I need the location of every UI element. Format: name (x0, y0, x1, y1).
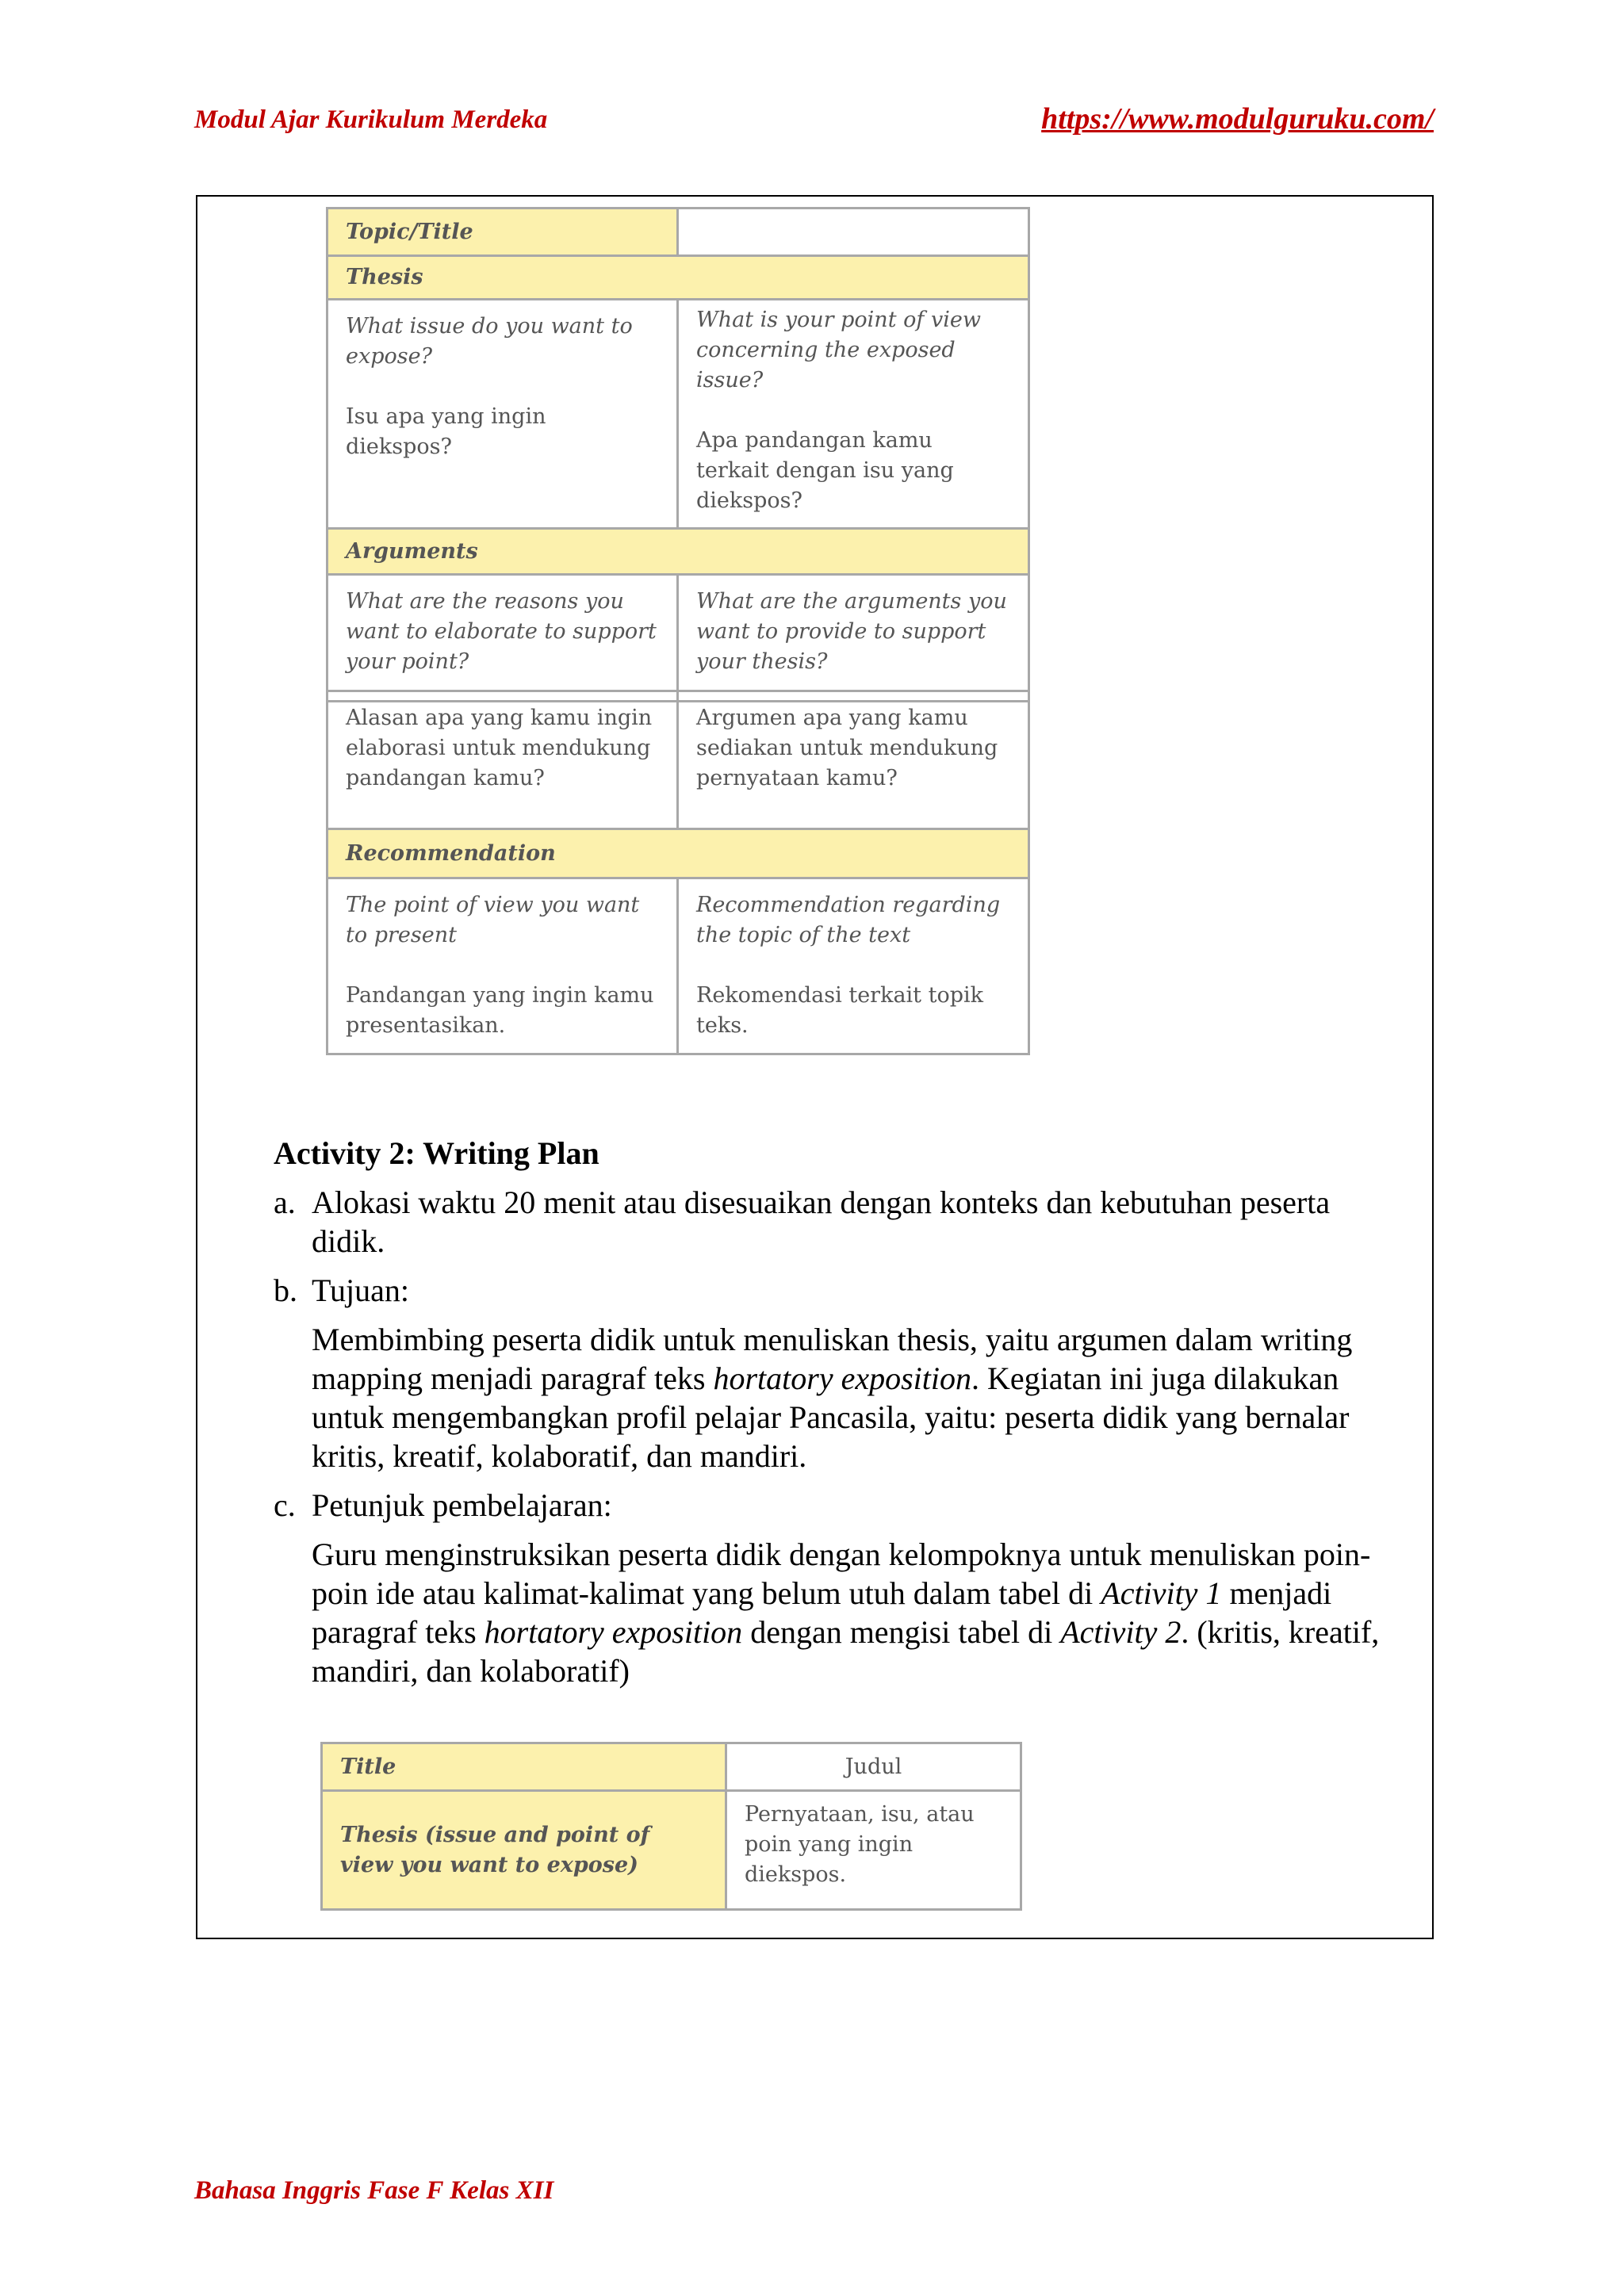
writing-plan-table (320, 1742, 1022, 1911)
arguments-provide-question-en: What are the arguments you want to provide to support your thesis? (678, 575, 1029, 702)
thesis-label: Thesis (327, 256, 1029, 300)
title-value: Judul (726, 1743, 1021, 1791)
thesis-pov-question-id: Apa pandangan kamu terkait dengan isu yang diekspos? (696, 428, 954, 513)
thesis-issue-label: Thesis (issue and point of view you want to expose) (322, 1791, 726, 1910)
thesis-pov-cell (678, 300, 1029, 529)
hortatory-exposition-term: hortatory exposition (713, 1360, 972, 1396)
time-allocation-text: Alokasi waktu 20 menit atau disesuaikan dengan konteks dan kebutuhan peserta didik. (312, 1184, 1331, 1259)
arguments-reasons-question-id: Alasan apa yang kamu ingin elaborasi untuk mendukung pandangan kamu? (327, 691, 678, 829)
arguments-recommendation-table (326, 690, 1030, 1055)
list-item-c (274, 1486, 1384, 1525)
list-marker-b: b. (274, 1272, 297, 1308)
recommendation-pov-question-id: Pandangan yang ingin kamu presentasikan. (346, 983, 654, 1038)
topic-title-cell (678, 209, 1029, 256)
arguments-reasons-question-en: What are the reasons you want to elaborate to support your point? (327, 575, 678, 702)
arguments-provide-question-id: Argumen apa yang kamu sediakan untuk mendukung pernyataan kamu? (678, 691, 1029, 829)
thesis-issue-question-id: Isu apa yang ingin diekspos? (346, 404, 546, 459)
recommendation-label: Recommendation (327, 829, 1029, 878)
recommendation-topic-cell (678, 878, 1029, 1054)
thesis-issue-question-en: What issue do you want to expose? (346, 314, 633, 369)
instructions-heading: Petunjuk pembelajaran: (312, 1487, 612, 1523)
list-marker-c: c. (274, 1487, 296, 1523)
recommendation-pov-question-en: The point of view you want to present (346, 893, 640, 947)
list-item-b (274, 1271, 1384, 1310)
list-item-a (274, 1183, 1384, 1261)
recommendation-pov-cell (327, 878, 678, 1054)
objective-heading: Tujuan: (312, 1272, 410, 1308)
footer-course-label: Bahasa Inggris Fase F Kelas XII (194, 2176, 554, 2205)
title-label: Title (322, 1743, 726, 1791)
instructions-paragraph: Guru menginstruksikan peserta didik dengan kelompoknya untuk menuliskan poin-poin ide atau kalimat-kalimat yang belum utuh dalam tabel di Activity 1 menjadi paragraf teks hortatory exposition dengan mengisi tabel di Activity 2. (kritis, kreatif, mandiri, dan kolaboratif) (312, 1536, 1380, 1689)
arguments-label: Arguments (327, 529, 1029, 575)
list-marker-a: a. (274, 1184, 296, 1220)
recommendation-topic-question-id: Rekomendasi terkait topik teks. (696, 983, 983, 1038)
topic-title-label: Topic/Title (327, 209, 678, 256)
thesis-issue-value: Pernyataan, isu, atau poin yang ingin diekspos. (726, 1791, 1021, 1910)
header-module-title: Modul Ajar Kurikulum Merdeka (194, 105, 548, 134)
thesis-arguments-table (326, 207, 1030, 702)
activity-2-section (274, 1134, 1384, 1701)
thesis-pov-question-en: What is your point of view concerning the exposed issue? (696, 308, 981, 392)
header-website-link[interactable]: https://www.modulguruku.com/ (1041, 102, 1434, 136)
activity-2-heading: Activity 2: Writing Plan (274, 1135, 599, 1171)
thesis-issue-cell (327, 300, 678, 529)
recommendation-topic-question-en: Recommendation regarding the topic of the text (696, 893, 1001, 947)
objective-paragraph: Membimbing peserta didik untuk menuliskan thesis, yaitu argumen dalam writing mapping menjadi paragraf teks hortatory exposition. Kegiatan ini juga dilakukan untuk mengembangkan profil pelajar Pancasila, yaitu: peserta didik yang bernalar kritis, kreatif, kolaboratif, dan mandiri. (312, 1322, 1353, 1474)
